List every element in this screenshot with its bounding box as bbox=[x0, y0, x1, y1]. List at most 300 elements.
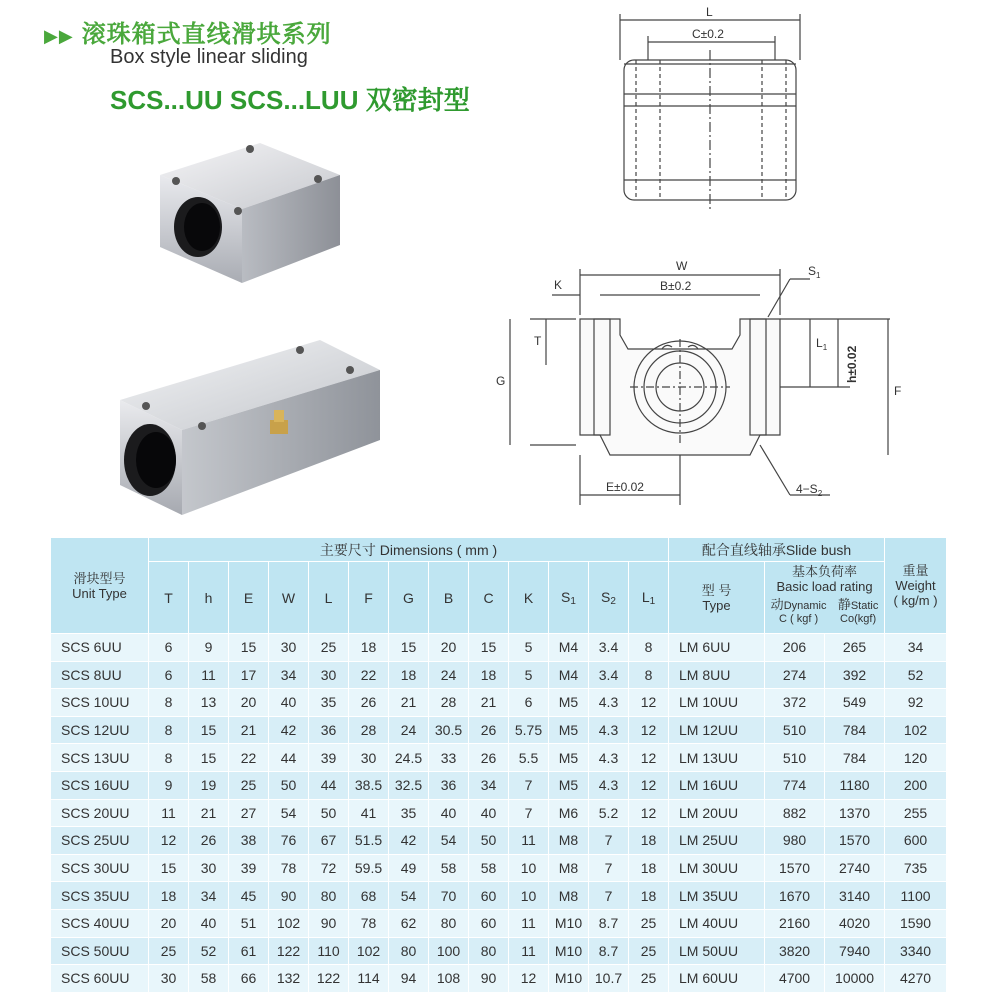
table-cell: 8.7 bbox=[589, 909, 629, 937]
table-cell: 4270 bbox=[885, 965, 947, 993]
table-cell: 44 bbox=[269, 744, 309, 772]
table-cell: 39 bbox=[309, 744, 349, 772]
table-cell: 45 bbox=[229, 882, 269, 910]
table-cell: 32.5 bbox=[389, 771, 429, 799]
table-cell: 80 bbox=[429, 909, 469, 937]
table-cell: 100 bbox=[429, 937, 469, 965]
weight-unit: ( kg/m ) bbox=[893, 593, 938, 608]
table-cell: 50 bbox=[309, 799, 349, 827]
dim-label-B: B±0.2 bbox=[660, 279, 692, 293]
table-cell: 20 bbox=[229, 689, 269, 717]
table-cell: 24 bbox=[389, 716, 429, 744]
top-view-drawing bbox=[600, 0, 830, 220]
table-cell: 8 bbox=[149, 744, 189, 772]
table-cell: 4.3 bbox=[589, 716, 629, 744]
table-cell: 11 bbox=[509, 909, 549, 937]
bush-type-cell: LM 10UU bbox=[669, 689, 765, 717]
table-cell: 76 bbox=[269, 827, 309, 855]
table-cell: 15 bbox=[189, 744, 229, 772]
table-cell: M10 bbox=[549, 937, 589, 965]
dim-column-letter: S bbox=[561, 588, 571, 605]
table-cell: 90 bbox=[269, 882, 309, 910]
table-cell: 34 bbox=[469, 771, 509, 799]
table-cell: 122 bbox=[269, 937, 309, 965]
table-cell: 15 bbox=[469, 634, 509, 662]
table-cell: 25 bbox=[229, 771, 269, 799]
table-cell: M4 bbox=[549, 661, 589, 689]
dim-column-header bbox=[469, 562, 509, 634]
table-cell: 4.3 bbox=[589, 744, 629, 772]
table-cell: M5 bbox=[549, 744, 589, 772]
table-cell: 10 bbox=[509, 854, 549, 882]
table-cell: 8.7 bbox=[589, 937, 629, 965]
table-cell: 22 bbox=[349, 661, 389, 689]
dimensions-header: 主要尺寸 Dimensions ( mm ) bbox=[149, 538, 669, 562]
title-english: Box style linear sliding bbox=[110, 46, 308, 68]
table-cell: M5 bbox=[549, 689, 589, 717]
table-cell: 10 bbox=[509, 882, 549, 910]
table-cell: 59.5 bbox=[349, 854, 389, 882]
spec-table bbox=[50, 537, 947, 993]
table-row bbox=[51, 689, 947, 717]
table-cell: 5.75 bbox=[509, 716, 549, 744]
table-cell: 30 bbox=[309, 661, 349, 689]
table-cell: 15 bbox=[229, 634, 269, 662]
unit-type-en: Unit Type bbox=[72, 585, 127, 601]
dim-label-L1: $L_1$ bbox=[816, 336, 828, 352]
table-cell: 26 bbox=[189, 827, 229, 855]
table-cell: 41 bbox=[349, 799, 389, 827]
table-cell: 15 bbox=[189, 716, 229, 744]
table-cell: 38 bbox=[229, 827, 269, 855]
table-cell: 11 bbox=[509, 937, 549, 965]
table-cell: 784 bbox=[825, 744, 885, 772]
static-cn: 静 bbox=[837, 597, 851, 612]
table-cell: 18 bbox=[389, 661, 429, 689]
table-cell: 50 bbox=[269, 771, 309, 799]
table-cell: 90 bbox=[309, 909, 349, 937]
bush-type-cell: LM 30UU bbox=[669, 854, 765, 882]
table-row bbox=[51, 716, 947, 744]
table-cell: 1100 bbox=[885, 882, 947, 910]
table-cell: 1180 bbox=[825, 771, 885, 799]
table-cell: 13 bbox=[189, 689, 229, 717]
table-cell: 52 bbox=[189, 937, 229, 965]
dim-label-L: L bbox=[706, 5, 713, 19]
table-cell: 206 bbox=[765, 634, 825, 662]
dim-column-header bbox=[269, 562, 309, 634]
bush-type-cell: LM 8UU bbox=[669, 661, 765, 689]
table-cell: 12 bbox=[149, 827, 189, 855]
table-cell: 392 bbox=[825, 661, 885, 689]
dim-column-letter: L bbox=[324, 589, 333, 606]
table-cell: 25 bbox=[149, 937, 189, 965]
dim-column-subscript: 2 bbox=[610, 595, 616, 607]
table-cell: 265 bbox=[825, 634, 885, 662]
table-row bbox=[51, 854, 947, 882]
table-cell: 6 bbox=[509, 689, 549, 717]
dim-column-letter: L bbox=[641, 588, 650, 605]
table-cell: 18 bbox=[149, 882, 189, 910]
unit-type-cell: SCS 20UU bbox=[51, 799, 149, 827]
table-cell: 36 bbox=[429, 771, 469, 799]
unit-type-cell: SCS 40UU bbox=[51, 909, 149, 937]
table-cell: 34 bbox=[269, 661, 309, 689]
dim-column-header bbox=[589, 562, 629, 634]
table-cell: 94 bbox=[389, 965, 429, 993]
title-chinese bbox=[44, 14, 332, 49]
table-cell: 40 bbox=[469, 799, 509, 827]
table-cell: M4 bbox=[549, 634, 589, 662]
table-cell: 34 bbox=[885, 634, 947, 662]
table-cell: M6 bbox=[549, 799, 589, 827]
table-cell: 3140 bbox=[825, 882, 885, 910]
table-cell: 40 bbox=[189, 909, 229, 937]
table-cell: 80 bbox=[469, 937, 509, 965]
table-cell: 26 bbox=[469, 716, 509, 744]
table-cell: 735 bbox=[885, 854, 947, 882]
static-header bbox=[838, 598, 879, 626]
table-cell: 2160 bbox=[765, 909, 825, 937]
table-cell: 15 bbox=[389, 634, 429, 662]
unit-type-cell: SCS 16UU bbox=[51, 771, 149, 799]
table-cell: 50 bbox=[469, 827, 509, 855]
table-cell: 7 bbox=[589, 882, 629, 910]
dim-column-subscript: 1 bbox=[649, 595, 656, 607]
dim-label-G: G bbox=[496, 374, 506, 388]
table-cell: 7940 bbox=[825, 937, 885, 965]
unit-type-cell: SCS 10UU bbox=[51, 689, 149, 717]
unit-type-cell: SCS 30UU bbox=[51, 854, 149, 882]
slide-bush-header: 配合直线轴承Slide bush bbox=[669, 538, 885, 562]
table-cell: 12 bbox=[629, 716, 669, 744]
table-cell: 549 bbox=[825, 689, 885, 717]
table-cell: 25 bbox=[629, 909, 669, 937]
bush-type-cell: LM 50UU bbox=[669, 937, 765, 965]
dim-label-S2-text: 4−S bbox=[796, 482, 818, 496]
table-cell: 68 bbox=[349, 882, 389, 910]
table-cell: 8 bbox=[629, 634, 669, 662]
table-cell: 22 bbox=[229, 744, 269, 772]
table-cell: 92 bbox=[885, 689, 947, 717]
table-cell: 40 bbox=[269, 689, 309, 717]
spec-table-body bbox=[51, 634, 947, 993]
table-cell: 784 bbox=[825, 716, 885, 744]
bush-type-cell: LM 16UU bbox=[669, 771, 765, 799]
dim-column-letter: K bbox=[523, 589, 534, 606]
table-cell: 9 bbox=[189, 634, 229, 662]
spec-table-container bbox=[50, 537, 946, 988]
table-row bbox=[51, 965, 947, 993]
table-cell: 12 bbox=[629, 689, 669, 717]
dim-label-W: W bbox=[676, 259, 688, 273]
table-cell: 510 bbox=[765, 716, 825, 744]
table-cell: 5 bbox=[509, 634, 549, 662]
table-cell: 21 bbox=[229, 716, 269, 744]
table-cell: 67 bbox=[309, 827, 349, 855]
table-cell: 58 bbox=[429, 854, 469, 882]
table-cell: 30 bbox=[189, 854, 229, 882]
table-cell: 25 bbox=[629, 965, 669, 993]
table-cell: 8 bbox=[149, 689, 189, 717]
table-cell: 44 bbox=[309, 771, 349, 799]
table-cell: 102 bbox=[885, 716, 947, 744]
table-cell: 7 bbox=[509, 799, 549, 827]
load-rating-cn: 基本负荷率 bbox=[792, 564, 858, 579]
table-cell: 26 bbox=[469, 744, 509, 772]
dim-label-K: K bbox=[554, 278, 563, 292]
table-cell: 42 bbox=[389, 827, 429, 855]
product-photo-scs-uu bbox=[150, 135, 350, 295]
table-cell: 72 bbox=[309, 854, 349, 882]
dynamic-en: Dynamic bbox=[783, 600, 827, 612]
bush-type-cell: LM 12UU bbox=[669, 716, 765, 744]
table-cell: 30.5 bbox=[429, 716, 469, 744]
dim-column-letter: G bbox=[403, 589, 414, 606]
dynamic-header bbox=[771, 598, 827, 626]
bush-type-cell: LM 40UU bbox=[669, 909, 765, 937]
dim-column-letter: S bbox=[601, 588, 611, 605]
table-cell: 26 bbox=[349, 689, 389, 717]
table-row bbox=[51, 799, 947, 827]
table-cell: 122 bbox=[309, 965, 349, 993]
table-cell: 274 bbox=[765, 661, 825, 689]
table-cell: 17 bbox=[229, 661, 269, 689]
table-cell: 11 bbox=[509, 827, 549, 855]
dim-label-h: h±0.02 bbox=[845, 345, 859, 383]
table-cell: 18 bbox=[469, 661, 509, 689]
table-cell: 38.5 bbox=[349, 771, 389, 799]
table-cell: 1670 bbox=[765, 882, 825, 910]
dynamic-unit: C ( kgf ) bbox=[779, 613, 819, 625]
table-cell: 27 bbox=[229, 799, 269, 827]
table-cell: 132 bbox=[269, 965, 309, 993]
table-cell: 255 bbox=[885, 799, 947, 827]
unit-type-cell: SCS 13UU bbox=[51, 744, 149, 772]
table-cell: 114 bbox=[349, 965, 389, 993]
table-cell: 11 bbox=[189, 661, 229, 689]
table-cell: 882 bbox=[765, 799, 825, 827]
dynamic-cn: 动 bbox=[770, 597, 784, 612]
table-cell: 28 bbox=[349, 716, 389, 744]
table-cell: 20 bbox=[149, 909, 189, 937]
unit-type-cn: 滑块型号 bbox=[73, 570, 126, 586]
table-cell: 15 bbox=[149, 854, 189, 882]
unit-type-header bbox=[51, 538, 149, 634]
table-cell: 90 bbox=[469, 965, 509, 993]
dim-column-header bbox=[549, 562, 589, 634]
load-rating-header bbox=[765, 562, 885, 634]
dim-label-E: E±0.02 bbox=[606, 480, 644, 494]
table-cell: 7 bbox=[589, 854, 629, 882]
bush-type-cell: LM 20UU bbox=[669, 799, 765, 827]
table-cell: 12 bbox=[629, 771, 669, 799]
table-cell: 4020 bbox=[825, 909, 885, 937]
bush-type-cell: LM 6UU bbox=[669, 634, 765, 662]
table-cell: 54 bbox=[269, 799, 309, 827]
table-cell: 28 bbox=[429, 689, 469, 717]
table-cell: 3.4 bbox=[589, 661, 629, 689]
table-cell: 30 bbox=[269, 634, 309, 662]
table-cell: 200 bbox=[885, 771, 947, 799]
table-cell: 774 bbox=[765, 771, 825, 799]
table-cell: 18 bbox=[629, 827, 669, 855]
table-cell: 30 bbox=[149, 965, 189, 993]
unit-type-cell: SCS 6UU bbox=[51, 634, 149, 662]
table-cell: 108 bbox=[429, 965, 469, 993]
table-cell: 54 bbox=[389, 882, 429, 910]
dim-column-letter: W bbox=[281, 589, 296, 606]
front-view-drawing bbox=[490, 255, 900, 525]
dim-label-S2: $4-S_2$ bbox=[796, 482, 823, 498]
bush-type-cell: LM 13UU bbox=[669, 744, 765, 772]
table-row bbox=[51, 634, 947, 662]
table-cell: 24.5 bbox=[389, 744, 429, 772]
table-cell: 10.7 bbox=[589, 965, 629, 993]
table-cell: M8 bbox=[549, 854, 589, 882]
table-cell: M5 bbox=[549, 716, 589, 744]
table-cell: 3820 bbox=[765, 937, 825, 965]
table-cell: 18 bbox=[629, 854, 669, 882]
table-cell: 60 bbox=[469, 909, 509, 937]
dim-label-L1-text: L bbox=[816, 336, 823, 350]
table-cell: 39 bbox=[229, 854, 269, 882]
table-cell: 78 bbox=[269, 854, 309, 882]
table-cell: 102 bbox=[349, 937, 389, 965]
dim-label-F: F bbox=[894, 384, 902, 398]
table-cell: 25 bbox=[309, 634, 349, 662]
table-cell: 34 bbox=[189, 882, 229, 910]
unit-type-cell: SCS 25UU bbox=[51, 827, 149, 855]
table-cell: 1590 bbox=[885, 909, 947, 937]
dim-column-letter: C bbox=[483, 589, 494, 606]
table-cell: 33 bbox=[429, 744, 469, 772]
table-cell: 3340 bbox=[885, 937, 947, 965]
dim-column-header bbox=[349, 562, 389, 634]
table-cell: 58 bbox=[189, 965, 229, 993]
type-cn: 型 号 bbox=[701, 582, 732, 598]
table-cell: 35 bbox=[389, 799, 429, 827]
table-cell: 120 bbox=[885, 744, 947, 772]
table-cell: 1570 bbox=[765, 854, 825, 882]
unit-type-cell: SCS 35UU bbox=[51, 882, 149, 910]
product-photo-scs-luu bbox=[110, 330, 390, 530]
bush-type-cell: LM 25UU bbox=[669, 827, 765, 855]
title-chinese-text: 滚珠箱式直线滑块系列 bbox=[81, 20, 332, 48]
table-row bbox=[51, 909, 947, 937]
table-cell: 1570 bbox=[825, 827, 885, 855]
table-cell: 70 bbox=[429, 882, 469, 910]
unit-type-cell: SCS 12UU bbox=[51, 716, 149, 744]
table-cell: 4700 bbox=[765, 965, 825, 993]
table-cell: 6 bbox=[149, 661, 189, 689]
weight-cn: 重量 bbox=[902, 563, 929, 578]
table-cell: 4.3 bbox=[589, 689, 629, 717]
table-cell: 24 bbox=[429, 661, 469, 689]
table-cell: 18 bbox=[629, 882, 669, 910]
table-cell: 25 bbox=[629, 937, 669, 965]
table-cell: 12 bbox=[629, 744, 669, 772]
table-cell: 20 bbox=[429, 634, 469, 662]
weight-en: Weight bbox=[895, 578, 936, 593]
table-cell: 21 bbox=[389, 689, 429, 717]
dim-column-header bbox=[389, 562, 429, 634]
dim-column-subscript: 1 bbox=[570, 595, 576, 607]
dim-column-header bbox=[429, 562, 469, 634]
table-cell: 58 bbox=[469, 854, 509, 882]
table-cell: 600 bbox=[885, 827, 947, 855]
table-cell: 78 bbox=[349, 909, 389, 937]
table-cell: 7 bbox=[589, 827, 629, 855]
table-cell: M10 bbox=[549, 965, 589, 993]
load-rating-en: Basic load rating bbox=[776, 579, 873, 594]
table-cell: 9 bbox=[149, 771, 189, 799]
dim-column-header bbox=[189, 562, 229, 634]
table-cell: 30 bbox=[349, 744, 389, 772]
table-cell: 40 bbox=[429, 799, 469, 827]
table-cell: 1370 bbox=[825, 799, 885, 827]
type-header bbox=[669, 562, 765, 634]
weight-header bbox=[885, 538, 947, 634]
dim-column-header bbox=[149, 562, 189, 634]
dim-label-C: C±0.2 bbox=[692, 27, 724, 41]
table-cell: 5 bbox=[509, 661, 549, 689]
table-cell: 11 bbox=[149, 799, 189, 827]
table-cell: 35 bbox=[309, 689, 349, 717]
double-arrow-icon: ▶▶ bbox=[44, 26, 74, 47]
dim-column-header bbox=[229, 562, 269, 634]
table-cell: M8 bbox=[549, 827, 589, 855]
table-cell: 12 bbox=[629, 799, 669, 827]
table-cell: 510 bbox=[765, 744, 825, 772]
table-row bbox=[51, 771, 947, 799]
table-cell: 372 bbox=[765, 689, 825, 717]
table-cell: 110 bbox=[309, 937, 349, 965]
table-cell: 60 bbox=[469, 882, 509, 910]
table-cell: 8 bbox=[149, 716, 189, 744]
dim-column-letter: E bbox=[243, 589, 254, 606]
table-row bbox=[51, 744, 947, 772]
dim-column-letter: F bbox=[364, 589, 373, 606]
unit-type-cell: SCS 50UU bbox=[51, 937, 149, 965]
table-cell: 61 bbox=[229, 937, 269, 965]
dim-column-letter: h bbox=[204, 589, 213, 606]
bush-type-cell: LM 35UU bbox=[669, 882, 765, 910]
static-en: Static bbox=[850, 600, 879, 612]
table-cell: 6 bbox=[149, 634, 189, 662]
table-cell: 10000 bbox=[825, 965, 885, 993]
static-unit: Co(kgf) bbox=[840, 613, 877, 625]
unit-type-cell: SCS 60UU bbox=[51, 965, 149, 993]
table-cell: M8 bbox=[549, 882, 589, 910]
dim-label-S1: $S_1$ bbox=[808, 264, 821, 280]
table-cell: 18 bbox=[349, 634, 389, 662]
type-en: Type bbox=[702, 597, 731, 613]
table-row bbox=[51, 827, 947, 855]
table-cell: 42 bbox=[269, 716, 309, 744]
table-cell: 102 bbox=[269, 909, 309, 937]
bush-type-cell: LM 60UU bbox=[669, 965, 765, 993]
table-cell: 66 bbox=[229, 965, 269, 993]
table-row bbox=[51, 661, 947, 689]
table-cell: M5 bbox=[549, 771, 589, 799]
dim-label-S1-text: S bbox=[808, 264, 817, 278]
table-row bbox=[51, 937, 947, 965]
table-cell: M10 bbox=[549, 909, 589, 937]
dim-column-header bbox=[309, 562, 349, 634]
table-cell: 80 bbox=[389, 937, 429, 965]
table-cell: 54 bbox=[429, 827, 469, 855]
